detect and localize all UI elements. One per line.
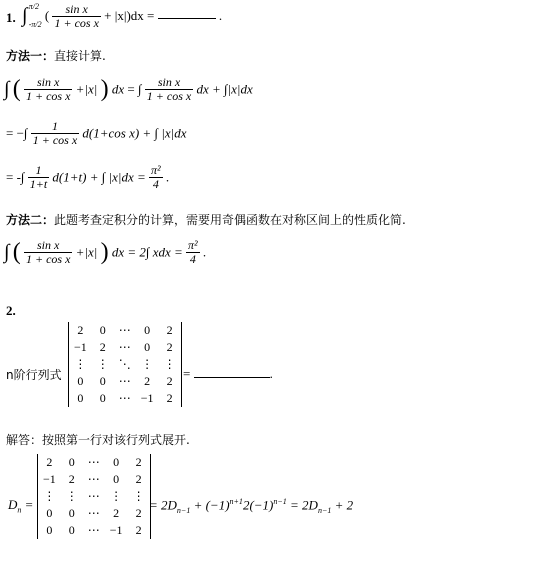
q2-matrix-row [69,356,181,373]
q2-matrix-cell: 2 [144,374,151,388]
question-number-1: 1. [6,10,16,25]
lower-limit: -π/2 [28,20,42,29]
q2-answer-blank [194,377,270,378]
answer-matrix-cell: ⋮ [110,489,123,503]
q2-matrix-cell: 2 [77,323,84,337]
method2-text: 此题考查定积分的计算，需要用奇偶函数在对称区间上的性质化简. [54,213,406,227]
method1-result: $\frac{\text{π²}}{4}$ [151,163,161,191]
answer-matrix-cell: 0 [113,472,120,486]
answer-determinant [37,454,151,539]
q2-equals: = . [183,366,273,381]
answer-heading: 解答： [6,433,43,447]
answer-matrix-row [38,454,150,471]
answer-matrix-cell: 0 [113,455,120,469]
answer-matrix-cell: 0 [46,506,53,520]
q2-matrix-cell: ⋱ [118,357,131,371]
q2-matrix-cell: 0 [99,323,106,337]
answer-matrix-cell: ⋮ [43,489,56,503]
answer-lhs: $D_n$ = [8,497,34,515]
answer-matrix-cell: −1 [43,472,56,486]
q1-integral: ∫ π/2 -π/2 ( $\frac{\text{sin x}}{\text{1 + cos x}}$ + |x|)dx = . [22,1,223,30]
answer-matrix-cell: 0 [68,455,75,469]
answer-matrix-cell: 0 [46,523,53,537]
upper-limit: π/2 [28,2,39,11]
q2-matrix-cell: ⋮ [96,357,109,371]
answer-matrix-cell: 0 [68,523,75,537]
answer-matrix-cell: 2 [135,455,142,469]
q2-label: n阶行列式 [6,368,62,382]
answer-matrix-cell: ⋯ [87,472,100,486]
q2-matrix-cell: 2 [166,391,173,405]
method2-rhs2: xdx = [152,244,183,260]
answer-blank [158,18,216,19]
answer-matrix-cell: 2 [68,472,75,486]
eq2-differential: d(1+cos x) + ∫ [82,125,159,141]
answer-text: 按照第一行对该行列式展开. [42,433,190,447]
answer-matrix-cell: 2 [135,472,142,486]
q2-matrix-cell: 0 [99,391,106,405]
method1-eq2: = −∫ $\frac{1}{\text{1 + cos x}}$ d(1+cos x) + ∫ |x|dx [6,119,187,147]
answer-matrix-cell: 0 [68,506,75,520]
eq3-abs: |x|dx = [108,169,146,185]
q2-matrix-row [69,339,181,356]
q1-fraction [52,3,100,30]
q2-matrix-cell: −1 [140,391,154,405]
q1-abs-term: + |x|)dx = [104,8,155,23]
q2-matrix-cell: 0 [99,374,106,388]
q2-matrix-cell: ⋯ [118,374,131,388]
answer-line [6,431,190,448]
answer-matrix-cell: ⋮ [132,489,145,503]
q2-matrix-cell: 2 [166,374,173,388]
answer-matrix-cell: ⋯ [87,489,100,503]
answer-matrix-row [38,505,150,522]
q2-matrix-cell: −1 [74,340,87,354]
q2-matrix-cell: 2 [166,323,173,337]
method1-line [6,47,106,64]
q2-matrix-cell: 0 [144,340,151,354]
answer-matrix-cell: ⋯ [87,523,100,537]
method1-eq3: = -∫ $\frac{1}{1+t}$ d(1+t) + ∫ |x|dx = $\frac{\text{π²}}{4}$ . [6,163,170,191]
answer-matrix-row [38,488,150,505]
q2-matrix-cell: 0 [77,374,84,388]
answer-matrix-cell: 2 [135,523,142,537]
method1-heading: 方法一： [6,49,55,63]
q2-matrix-cell: ⋮ [141,357,154,371]
q2-matrix-cell: ⋮ [163,357,176,371]
q2-matrix-row [69,390,181,407]
answer-matrix-cell: ⋯ [87,506,100,520]
answer-matrix-cell: ⋯ [87,455,100,469]
answer-matrix-cell: 2 [135,506,142,520]
eq3-differential: d(1+t) + ∫ [52,169,106,185]
q2-matrix-cell: ⋯ [118,340,131,354]
method2-line [6,211,406,228]
method2-eq: ∫ ( $\frac{\text{sin x}}{\text{1 + cos x}}$ +|x| ) dx = 2∫ xdx = $\frac{\text{π²}}{4}$ . [4,238,207,266]
q1-denominator: 1 + cos x [54,15,99,30]
answer-matrix-cell: 2 [113,506,120,520]
method1-eq1: ∫ ( $\frac{\text{sin x}}{\text{1 + cos x}}$ +|x| ) dx = ∫ $\frac{\text{sin x}}{\text{1 + cos x}}$ dx + ∫|x|dx [4,75,253,103]
q2-matrix-cell: ⋯ [118,323,131,337]
answer-rhs: = $2D_{n-1} + (-1)^{n+1}2(-1)^{n-1} = 2D_{n-1} + 2$ [149,497,354,515]
q1-numerator: sin x [52,3,100,17]
answer-matrix-cell: −1 [109,523,123,537]
q2-matrix-cell: 0 [144,323,151,337]
question-number-2: 2. [6,303,16,318]
method2-heading: 方法二： [6,213,55,227]
q2-matrix-cell: ⋯ [118,391,131,405]
end-period: . [218,8,223,23]
q2-determinant [68,322,182,407]
q2-matrix-cell: 2 [99,340,106,354]
answer-matrix-cell: 2 [46,455,53,469]
method2-rhs: = 2∫ [127,244,150,260]
eq3-prefix: = -∫ [6,169,25,185]
integral-sign: ∫ [22,4,28,27]
answer-matrix-row [38,471,150,488]
answer-matrix-cell: ⋮ [65,489,78,503]
q2-matrix-cell: ⋮ [74,357,87,371]
answer-matrix-row [38,522,150,539]
method1-text: 直接计算. [54,49,106,63]
q2-matrix-row [69,373,181,390]
eq1-rhs: = ∫ [127,81,142,97]
q2-matrix-row [69,322,181,339]
method2-result: $\frac{\text{π²}}{4}$ [188,238,198,266]
q2-matrix-cell: 2 [166,340,173,354]
eq2-abs: |x|dx [161,125,187,141]
q2-matrix-cell: 0 [77,391,84,405]
